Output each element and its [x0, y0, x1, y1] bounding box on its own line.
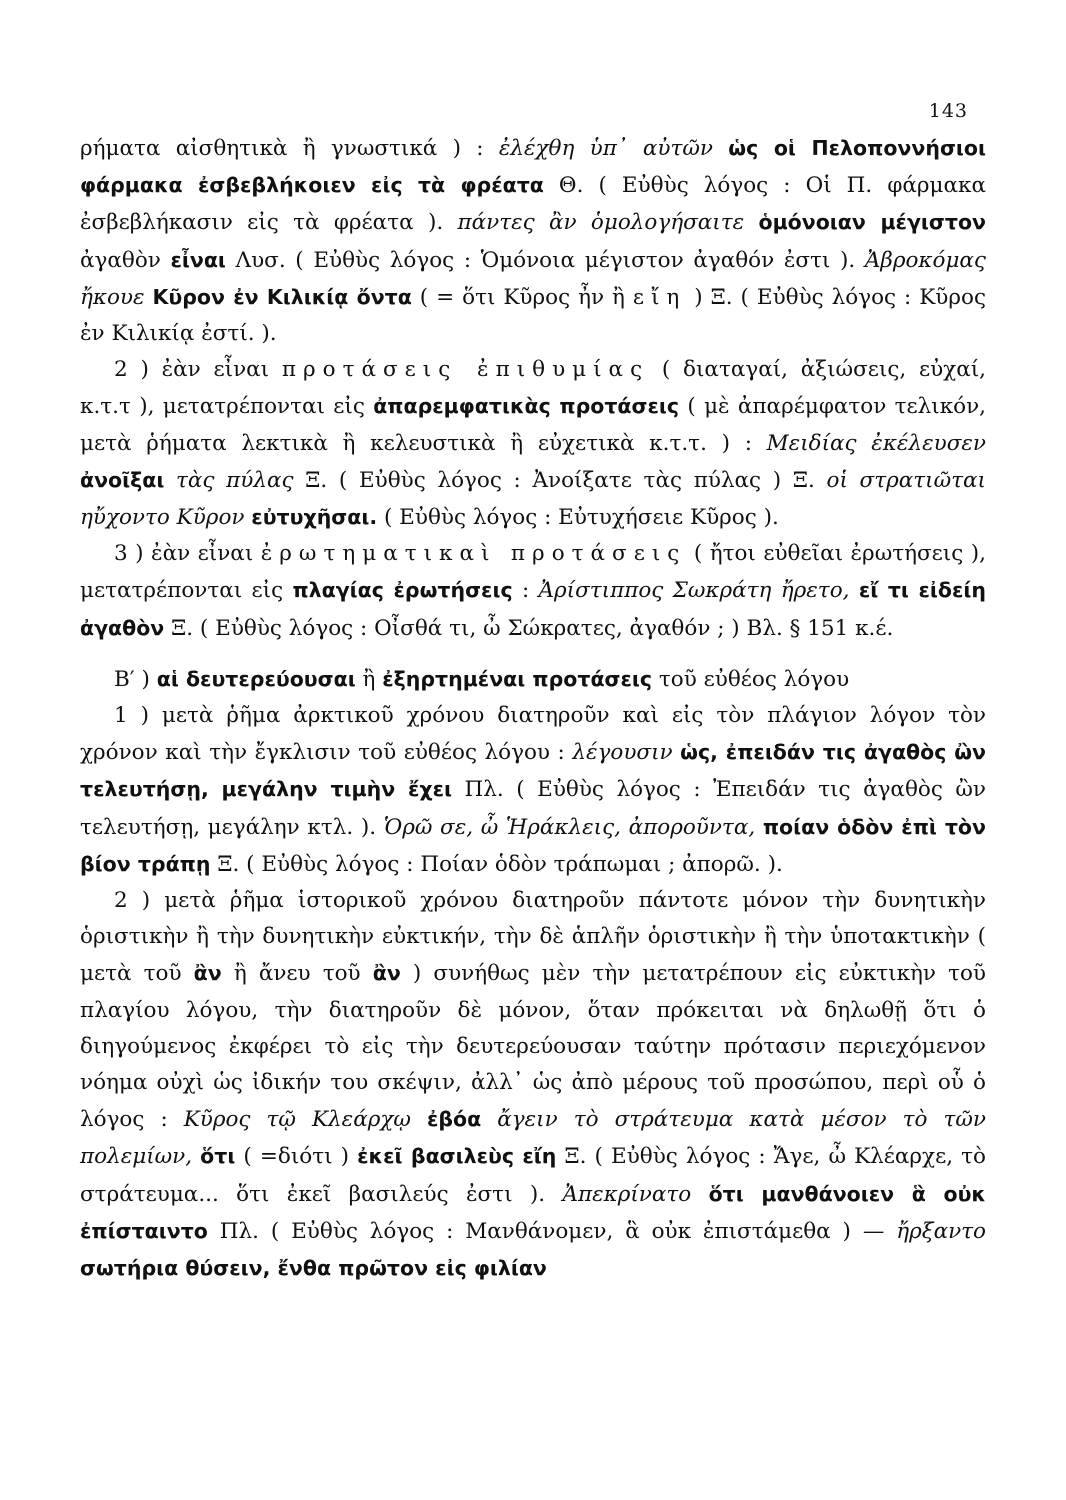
bold-text: Κῦρον ἐν Κιλικίᾳ ὄντα: [152, 284, 412, 309]
italic-text: πάντες ἂν ὁμολογήσαιτε: [457, 210, 745, 236]
text-run: ) Ξ. ( Εὐθὺς λόγος : Κῦρος ἐν Κιλικίᾳ ἐστί. ).: [80, 284, 986, 347]
text-run: [849, 578, 858, 603]
bold-text: ἀνοῖξαι: [80, 467, 165, 492]
italic-text: ἐλέχθη ὑπ᾽ αὐτῶν: [498, 136, 713, 161]
paragraph: [80, 536, 986, 647]
paragraph: [80, 352, 986, 536]
text-run: [755, 815, 763, 840]
bold-text: ὡς, ἐπειδάν τις ἀγαθὸς ὢν τελευτήσῃ, μεγάλην τιμὴν ἔχει: [80, 740, 986, 802]
text-run: [481, 1107, 497, 1132]
text-run: τοῦ εὐθέος λόγου: [652, 666, 850, 692]
section-heading: [80, 661, 986, 698]
text-run: Θ. ( Εὐθὺς λόγος : Οἱ Π. φάρμακα ἐσβεβλήκασιν εἰς τὰ φρέατα ).: [80, 173, 986, 236]
italic-text: οἱ στρατιῶται ηὔχοντο Κῦρον: [80, 467, 986, 531]
text-run: [145, 285, 153, 310]
bold-text: εἴ τι εἰδείη ἀγαθὸν: [80, 578, 986, 640]
text-run: [691, 1182, 708, 1207]
text-run: [744, 210, 758, 235]
bold-text: ἐξηρτημέναι προτάσεις: [382, 666, 653, 691]
page-number: 143: [928, 100, 968, 122]
bold-text: ὡς οἱ Πελοποννήσιοι φάρμακα ἐσβεβλήκοιεν εἰς τὰ φρέατα: [80, 136, 986, 198]
text-run: Ξ. ( Εὐθὺς λόγος : Ἀνοίξατε τὰς πύλας ) Ξ.: [293, 467, 827, 493]
bold-text: ὅτι μανθάνοιεν ἃ οὐκ ἐπίσταιντο: [80, 1181, 986, 1243]
text-run: ἢ: [355, 666, 383, 692]
italic-text: λέγουσιν: [572, 740, 673, 766]
text-run: Ξ. ( Εὐθὺς λόγος : Ἄγε, ὦ Κλέαρχε, τὸ στράτευμα... ὅτι ἐκεῖ βασιλεύς ἐστι ).: [80, 1144, 986, 1207]
text-run: ἀγαθὸν: [80, 247, 171, 273]
bold-text: πλαγίας ἐρωτήσεις: [292, 578, 513, 603]
bold-text: ἐκεῖ βασιλεὺς εἴη: [357, 1144, 557, 1169]
text-run: [713, 136, 728, 161]
italic-text: τὰς πύλας: [176, 467, 294, 493]
bold-text: σωτήρια θύσειν, ἔνθα πρῶτον εἰς φιλίαν: [80, 1256, 547, 1281]
bold-text: ἂν: [372, 961, 401, 986]
text-run: ) συνήθως μὲν τὴν μετατρέπουν εἰς εὐκτικὴν τοῦ πλαγίου λόγου, τὴν διατηροῦν δὲ μόνον, ὅταν πρόκειται νὰ δηλωθῇ ὅτι ὁ διηγούμενος ἐκφέρει τὸ εἰς τὴν δευτερεύουσαν ταύτην πρότασιν περιεχόμενον νόημα οὐχὶ ὡς ἰδικήν του σκέψιν, ἀλλ᾽ ὡς ἀπὸ μέρους τοῦ προσώπου, περὶ οὗ ὁ λόγος :: [80, 961, 986, 1133]
text-run: [192, 1144, 200, 1169]
bold-text: ἀπαρεμφατικὰς προτάσεις: [373, 394, 680, 419]
text-body: [80, 130, 986, 1287]
italic-text: ἤρξαντο: [896, 1218, 986, 1244]
bold-text: εἶναι: [170, 247, 226, 272]
text-run: [164, 468, 176, 493]
text-run: 1 ) μετὰ ῥῆμα ἀρκτικοῦ χρόνου διατηροῦν καὶ εἰς τὸν πλάγιον λόγον τὸν χρόνον καὶ τὴν ἔγκλισιν τοῦ εὐθέος λόγου :: [80, 703, 986, 766]
bold-text: ποίαν ὁδὸν ἐπὶ τὸν βίον τράπῃ: [80, 814, 986, 876]
bold-text: εὐτυχῆσαι.: [251, 505, 378, 530]
bold-text: ὅτι: [200, 1144, 236, 1169]
italic-text: Κῦρος τῷ Κλεάρχῳ: [183, 1107, 411, 1133]
italic-text: Ἀρίστιππος Σωκράτη ἤρετο,: [538, 578, 850, 604]
italic-text: Ἀπεκρίνατο: [562, 1181, 692, 1207]
text-run: ( = ὅτι Κῦρος ἦν ἢ: [411, 284, 633, 310]
text-run: [411, 1107, 427, 1132]
italic-text: Ὁρῶ σε, ὦ Ἡράκλεις, ἀποροῦντα,: [383, 814, 756, 840]
text-run: ( =διότι ): [235, 1144, 358, 1170]
text-run: ρήματα αἰσθητικὰ ἢ γνωστικά ) :: [80, 136, 499, 161]
italic-text: Ἀβροκόμας ἤκουε: [80, 247, 986, 310]
text-run: Πλ. ( Εὐθὺς λόγος : Ἐπειδάν τις ἀγαθὸς ὢν τελευτήσῃ, μεγάλην κτλ. ).: [80, 777, 986, 840]
text-run: Ξ. ( Εὐθὺς λόγος : Ποίαν ὁδὸν τράπωμαι ; ἀπορῶ. ).: [210, 851, 783, 877]
bold-text: ἐβόα: [426, 1107, 482, 1132]
text-run: ( μὲ ἀπαρέμφατον τελικόν, μετὰ ῥήματα λεκτικὰ ἢ κελευστικὰ ἢ εὐχετικὰ κ.τ.τ. ) :: [80, 394, 986, 456]
bold-text: αἱ δευτερεύουσαι: [156, 666, 356, 691]
text-run: ἢ ἄνευ τοῦ: [221, 961, 373, 987]
spaced-text: προτάσεις ἐπιθυμίας: [281, 357, 650, 383]
bold-text: ἂν: [193, 961, 222, 986]
paragraph: [80, 698, 986, 883]
paragraph: [80, 130, 986, 352]
spaced-text: ἐρωτηματικαὶ προτάσεις: [260, 541, 687, 567]
text-run: Πλ. ( Εὐθὺς λόγος : Μανθάνομεν, ἃ οὐκ ἐπιστάμεθα ) —: [207, 1218, 897, 1244]
text-run: Ξ. ( Εὐθὺς λόγος : Οἶσθά τι, ὦ Σώκρατες, ἀγαθόν ; ) Βλ. § 151 κ.έ.: [164, 615, 894, 641]
italic-text: Μειδίας ἐκέλευσεν: [766, 430, 986, 456]
text-run: 2 ) ἐὰν εἶναι: [114, 357, 282, 383]
text-run: 2 ) μετὰ ῥῆμα ἱστορικοῦ χρόνου διατηροῦν πάντοτε μόνον τὴν δυνητικὴν ὁριστικὴν ἢ τὴν δυνητικὴν εὐκτικήν, τὴν δὲ ἁπλῆν ὁριστικὴν ἢ τὴν ὑποτακτικὴν ( μετὰ τοῦ: [80, 888, 986, 987]
text-run: Λυσ. ( Εὐθὺς λόγος : Ὁμόνοια μέγιστον ἀγαθόν ἐστι ).: [225, 247, 865, 273]
text-run: 3 ) ἐὰν εἶναι: [114, 541, 261, 567]
bold-text: ὁμόνοιαν μέγιστον: [758, 210, 986, 235]
text-run: :: [512, 578, 539, 604]
text-run: Β′ ): [114, 666, 157, 692]
text-run: ( Εὐθὺς λόγος : Εὐτυχήσειε Κῦρος ).: [377, 505, 779, 531]
paragraph: [80, 883, 986, 1287]
spaced-text: εἴη: [632, 284, 687, 310]
italic-text: ἄγειν τὸ στράτευμα κατὰ μέσον τὸ τῶν πολεμίων,: [80, 1107, 987, 1170]
text-run: ( ἤτοι εὐθεῖαι ἐρωτήσεις ), μετατρέπονται εἰς: [80, 541, 986, 604]
text-run: ( διαταγαί, ἀξιώσεις, εὐχαί, κ.τ.τ ), μετατρέπονται εἰς: [80, 357, 986, 420]
